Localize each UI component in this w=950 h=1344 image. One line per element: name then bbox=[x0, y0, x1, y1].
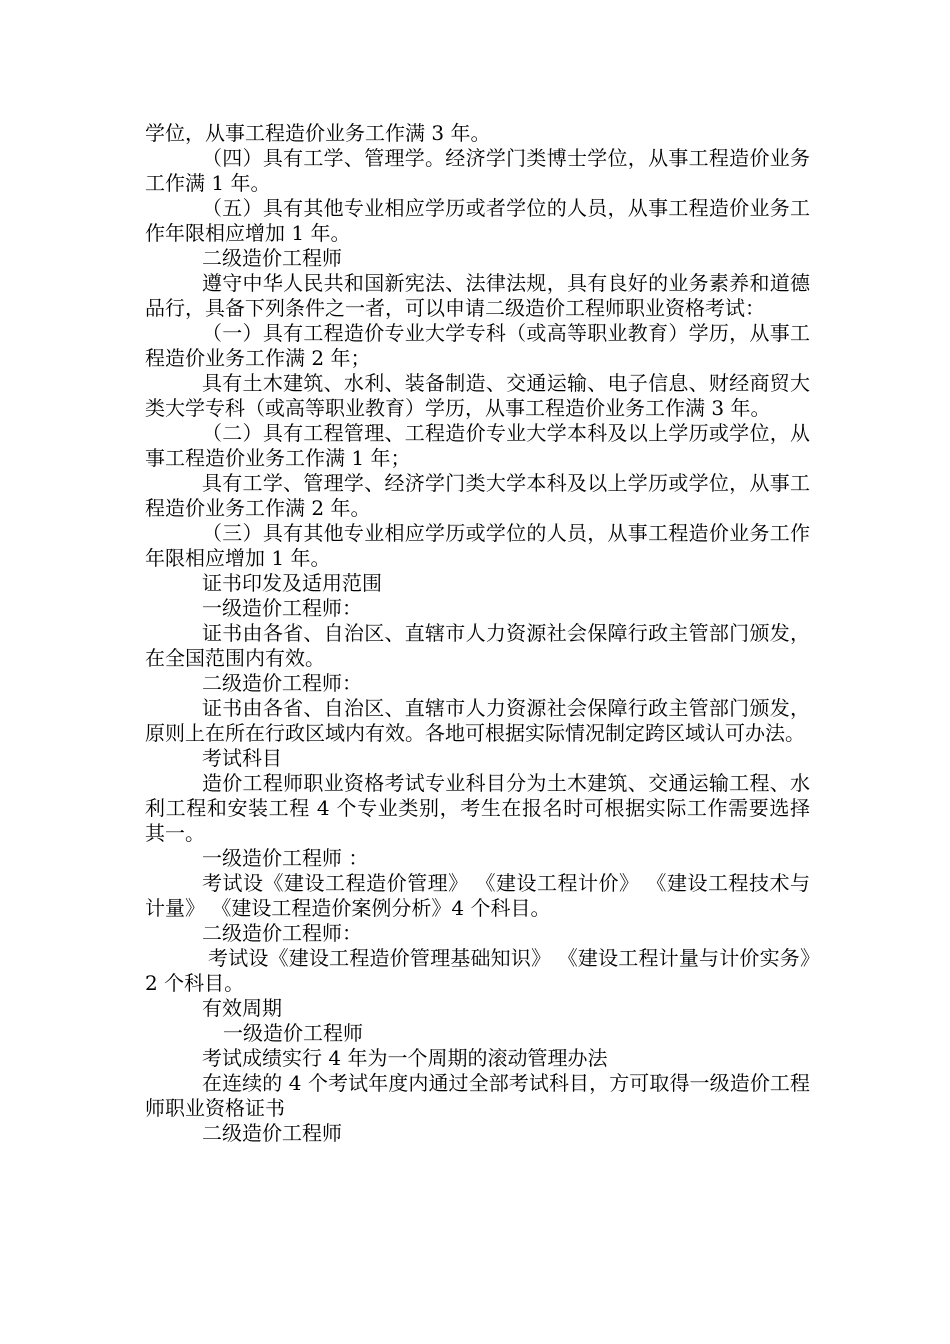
document-paragraph: 考试设《建设工程造价管理》 《建设工程计价》 《建设工程技术与计量》 《建设工程造价案例分析》4 个科目。 bbox=[145, 871, 810, 920]
document-paragraph: 一级造价工程师 ： bbox=[202, 846, 369, 870]
document-paragraph: 考试成绩实行 4 年为一个周期的滚动管理办法 bbox=[202, 1046, 608, 1070]
document-paragraph: 造价工程师职业资格考试专业科目分为土木建筑、交通运输工程、水利工程和安装工程 4 个专业类别，考生在报名时可根据实际工作需要选择其一。 bbox=[145, 771, 810, 845]
document-paragraph: （五）具有其他专业相应学历或者学位的人员，从事工程造价业务工作年限相应增加 1 年。 bbox=[145, 196, 810, 245]
document-paragraph: （四）具有工学、管理学。经济学门类博士学位，从事工程造价业务工作满 1 年。 bbox=[145, 146, 810, 195]
document-paragraph: 考试设《建设工程造价管理基础知识》 《建设工程计量与计价实务》2 个科目。 bbox=[145, 946, 810, 995]
document-paragraph: 学位，从事工程造价业务工作满 3 年。 bbox=[145, 121, 491, 145]
document-paragraph: 具有工学、管理学、经济学门类大学本科及以上学历或学位，从事工程造价业务工作满 2 年。 bbox=[145, 471, 810, 520]
document-paragraph: 一级造价工程师： bbox=[202, 596, 362, 620]
document-paragraph: （二）具有工程管理、工程造价专业大学本科及以上学历或学位，从事工程造价业务工作满 1 年； bbox=[145, 421, 810, 470]
document-body bbox=[145, 121, 810, 1146]
document-paragraph: 有效周期 bbox=[202, 996, 282, 1020]
document-paragraph: 证书印发及适用范围 bbox=[202, 571, 382, 595]
document-paragraph: 二级造价工程师： bbox=[202, 921, 362, 945]
document-paragraph: （三）具有其他专业相应学历或学位的人员，从事工程造价业务工作年限相应增加 1 年。 bbox=[145, 521, 810, 570]
document-paragraph: 遵守中华人民共和国新宪法、法律法规，具有良好的业务素养和道德品行，具备下列条件之一者，可以申请二级造价工程师职业资格考试： bbox=[145, 271, 810, 320]
document-paragraph: 二级造价工程师： bbox=[202, 671, 362, 695]
document-paragraph: 考试科目 bbox=[202, 746, 282, 770]
document-paragraph: 在连续的 4 个考试年度内通过全部考试科目，方可取得一级造价工程师职业资格证书 bbox=[145, 1071, 810, 1120]
document-paragraph: 证书由各省、自治区、直辖市人力资源社会保障行政主管部门颁发，在全国范围内有效。 bbox=[145, 621, 810, 670]
document-paragraph: 证书由各省、自治区、直辖市人力资源社会保障行政主管部门颁发，原则上在所在行政区域内有效。各地可根据实际情况制定跨区域认可办法。 bbox=[145, 696, 810, 745]
document-paragraph: （一）具有工程造价专业大学专科（或高等职业教育）学历，从事工程造价业务工作满 2 年； bbox=[145, 321, 810, 370]
document-paragraph: 二级造价工程师 bbox=[202, 1121, 342, 1145]
document-paragraph: 二级造价工程师 bbox=[202, 246, 342, 270]
document-paragraph: 具有土木建筑、水利、装备制造、交通运输、电子信息、财经商贸大类大学专科（或高等职业教育）学历，从事工程造价业务工作满 3 年。 bbox=[145, 371, 810, 420]
document-paragraph: 一级造价工程师 bbox=[223, 1021, 363, 1045]
